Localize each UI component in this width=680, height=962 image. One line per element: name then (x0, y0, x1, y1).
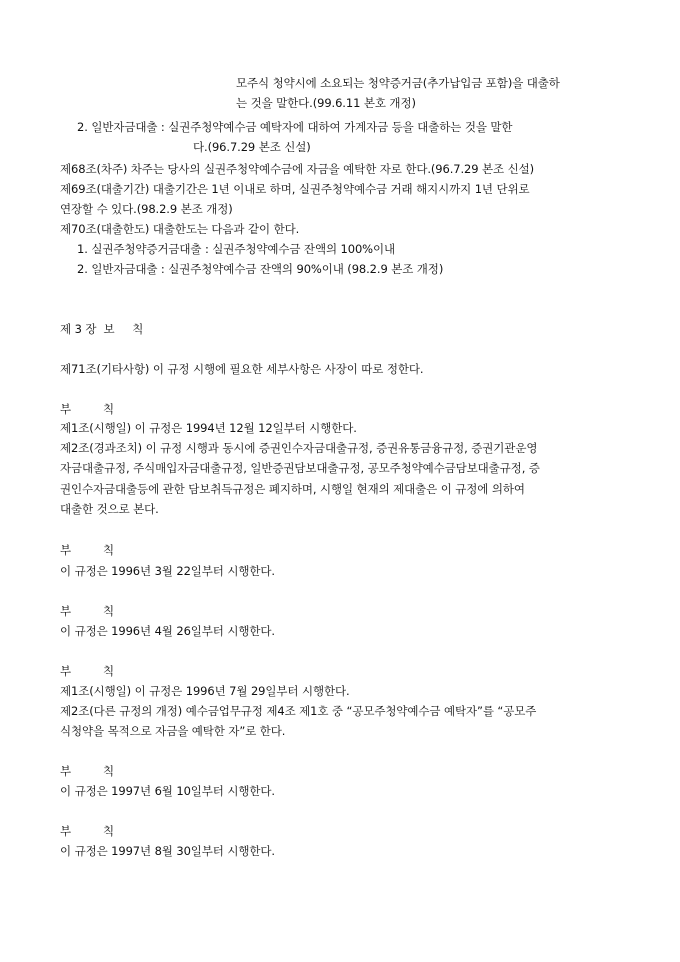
supplementary-heading: 부 칙 (60, 664, 115, 678)
chapter-heading: 제 3 장 보 칙 (60, 322, 144, 336)
list-item-line: 2. 일반자금대출 : 실권주청약예수금 예탁자에 대하여 가계자금 등을 대출하는 것을 말한 (77, 120, 513, 134)
paragraph-line: 다.(96.7.29 본조 신설) (193, 140, 311, 154)
article-line: 제2조(다른 규정의 개정) 예수금업무규정 제4조 제1호 중 “공모주청약예수금 예탁자”를 “공모주 (60, 704, 537, 718)
article-line: 제2조(경과조치) 이 규정 시행과 동시에 증권인수자금대출규정, 증권유통금융규정, 증권기관운영 (60, 441, 538, 455)
supplementary-heading: 부 칙 (60, 543, 115, 557)
supplementary-heading: 부 칙 (60, 402, 115, 416)
paragraph-line: 대출한 것으로 본다. (60, 502, 159, 516)
article-line: 제68조(차주) 차주는 당사의 실권주청약예수금에 자금을 예탁한 자로 한다.(96.7.29 본조 신설) (60, 162, 535, 176)
supplementary-heading: 부 칙 (60, 604, 115, 618)
article-line: 제1조(시행일) 이 규정은 1994년 12월 12일부터 시행한다. (60, 421, 357, 435)
supplementary-heading: 부 칙 (60, 824, 115, 838)
paragraph-line: 이 규정은 1996년 3월 22일부터 시행한다. (60, 564, 275, 578)
supplementary-heading: 부 칙 (60, 764, 115, 778)
paragraph-line: 이 규정은 1996년 4월 26일부터 시행한다. (60, 624, 275, 638)
paragraph-line: 연장할 수 있다.(98.2.9 본조 개정) (60, 202, 233, 216)
paragraph-line: 는 것을 말한다.(99.6.11 본호 개정) (236, 96, 416, 110)
paragraph-line: 모주식 청약시에 소요되는 청약증거금(추가납입금 포함)을 대출하 (236, 76, 560, 90)
paragraph-line: 이 규정은 1997년 8월 30일부터 시행한다. (60, 844, 275, 858)
article-line: 제71조(기타사항) 이 규정 시행에 필요한 세부사항은 사장이 따로 정한다. (60, 362, 424, 376)
list-item-line: 1. 실권주청약증거금대출 : 실권주청약예수금 잔액의 100%이내 (77, 242, 396, 256)
list-item-line: 2. 일반자금대출 : 실권주청약예수금 잔액의 90%이내 (98.2.9 본조 개정) (77, 262, 444, 276)
paragraph-line: 이 규정은 1997년 6월 10일부터 시행한다. (60, 784, 275, 798)
article-line: 제1조(시행일) 이 규정은 1996년 7월 29일부터 시행한다. (60, 684, 350, 698)
paragraph-line: 권인수자금대출등에 관한 담보취득규정은 폐지하며, 시행일 현재의 제대출은 이 규정에 의하여 (60, 482, 525, 496)
article-line: 제69조(대출기간) 대출기간은 1년 이내로 하며, 실권주청약예수금 거래 해지시까지 1년 단위로 (60, 182, 530, 196)
paragraph-line: 식청약을 목적으로 자금을 예탁한 자”로 한다. (60, 724, 286, 738)
paragraph-line: 자금대출규정, 주식매입자금대출규정, 일반증권담보대출규정, 공모주청약예수금담보대출규정, 증 (60, 461, 540, 475)
article-line: 제70조(대출한도) 대출한도는 다음과 같이 한다. (60, 222, 300, 236)
